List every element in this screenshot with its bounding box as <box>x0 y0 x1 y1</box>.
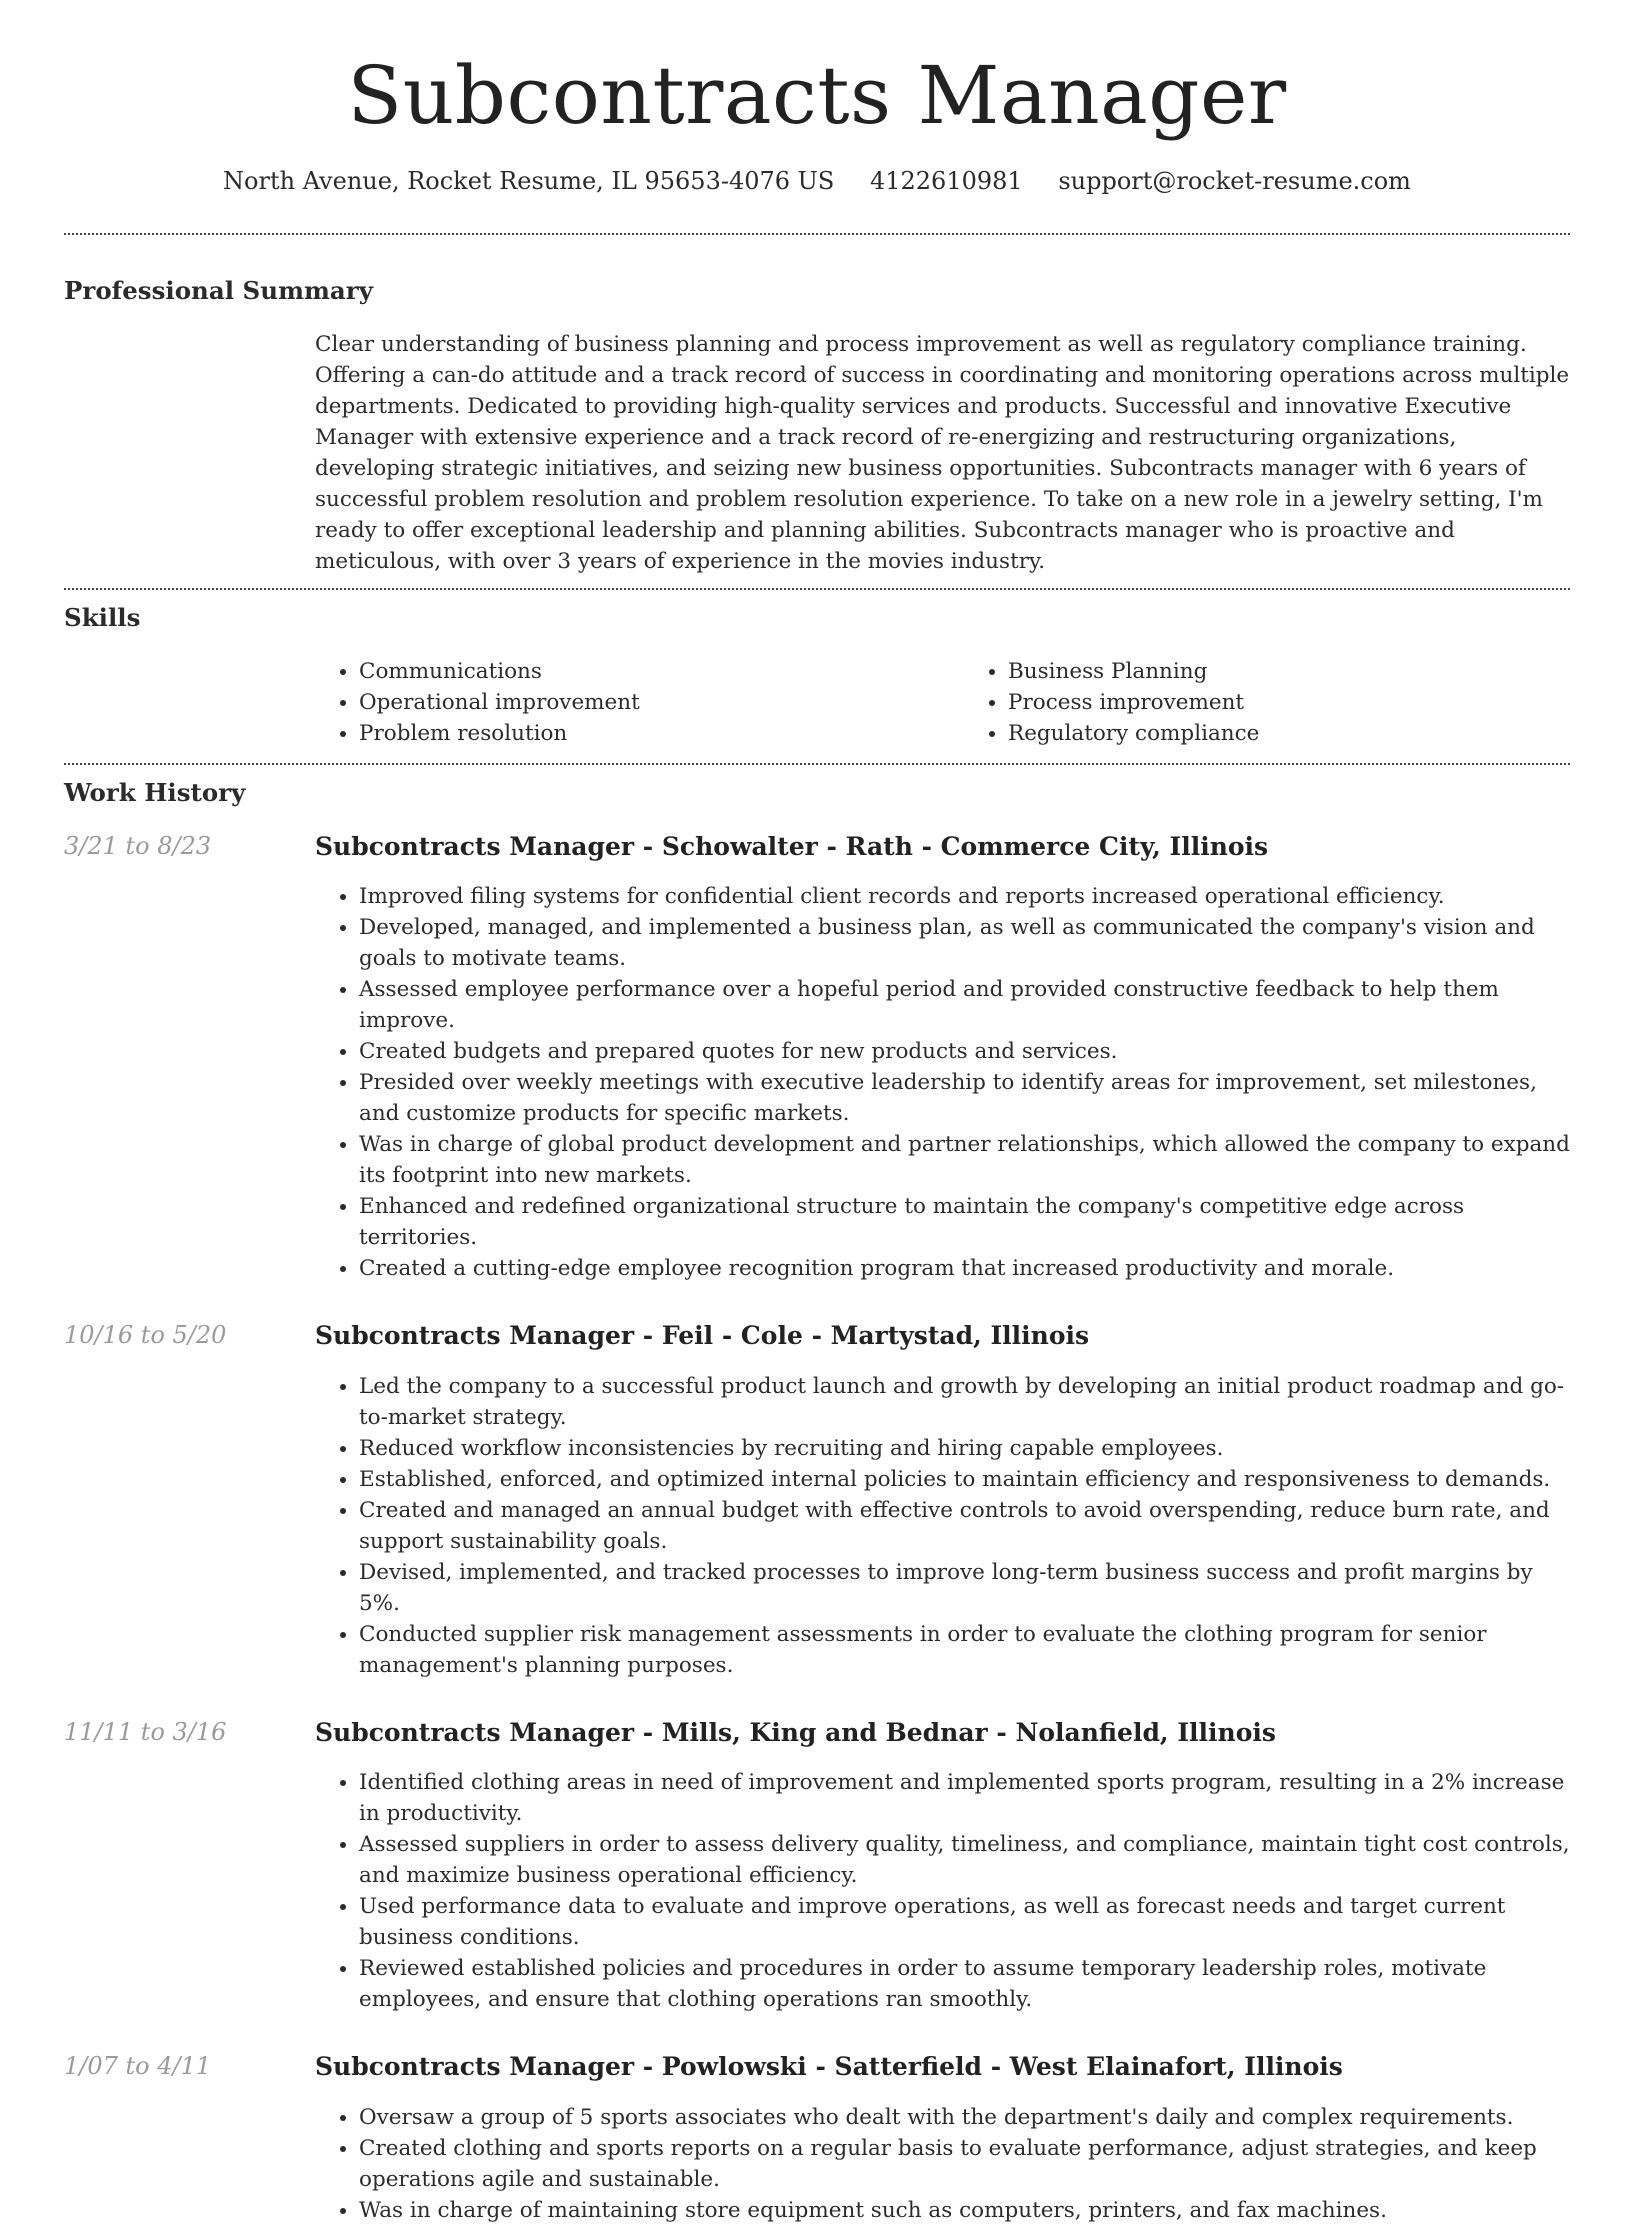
skills-section <box>315 656 1570 749</box>
job-title: Subcontracts Manager - Mills, King and Bednar - Nolanfield, Illinois <box>315 1717 1276 1747</box>
list-item: • Assessed suppliers in order to assess delivery quality, timeliness, and compliance, maintain tight cost controls, and maximize business operational efficiency. <box>359 1829 1570 1891</box>
list-item: • Led the company to a successful product launch and growth by developing an initial product roadmap and go-to-market strategy. <box>359 1371 1570 1433</box>
skills-list-left <box>315 656 921 749</box>
job-dates: 10/16 to 5/20 <box>64 1321 227 1350</box>
skill-item: • Communications <box>359 656 921 687</box>
list-item: • Created and managed an annual budget with effective controls to avoid overspending, reduce burn rate, and support sustainability goals. <box>359 1495 1570 1557</box>
summary-section <box>315 329 1570 577</box>
contact-phone: 4122610981 <box>869 167 1023 195</box>
list-item: • Oversaw a group of 5 sports associates who dealt with the department's daily and complex requirements. <box>359 2102 1570 2133</box>
list-item: • Created a cutting-edge employee recognition program that increased productivity and morale. <box>359 1253 1570 1284</box>
job-bullets <box>315 1767 1570 2015</box>
job-bullets <box>315 2102 1570 2226</box>
list-item: • Created clothing and sports reports on a regular basis to evaluate performance, adjust strategies, and keep operations agile and sustainable. <box>359 2133 1570 2195</box>
list-item: • Assessed employee performance over a hopeful period and provided constructive feedback to help them improve. <box>359 974 1570 1036</box>
job-bullets <box>315 1371 1570 1681</box>
list-item: • Conducted supplier risk management assessments in order to evaluate the clothing program for senior management's planning purposes. <box>359 1619 1570 1681</box>
list-item: • Reduced workflow inconsistencies by recruiting and hiring capable employees. <box>359 1433 1570 1464</box>
list-item: • Reviewed established policies and procedures in order to assume temporary leadership roles, motivate employees, and ensure that clothing operations ran smoothly. <box>359 1953 1570 2015</box>
job-dates: 11/11 to 3/16 <box>64 1717 227 1746</box>
resume-page <box>64 0 1570 2226</box>
job-bullets <box>315 881 1570 1284</box>
job-entry <box>64 1320 1570 1681</box>
contact-email: support@rocket-resume.com <box>1058 167 1411 195</box>
skill-item: • Problem resolution <box>359 718 921 749</box>
list-item: • Was in charge of maintaining store equipment such as computers, printers, and fax machines. <box>359 2195 1570 2226</box>
job-dates: 3/21 to 8/23 <box>64 831 212 860</box>
list-item: • Enhanced and redefined organizational structure to maintain the company's competitive edge across territories. <box>359 1191 1570 1253</box>
skill-item: • Business Planning <box>1008 656 1570 687</box>
skill-item: • Regulatory compliance <box>1008 718 1570 749</box>
job-title: Subcontracts Manager - Schowalter - Rath - Commerce City, Illinois <box>315 831 1269 861</box>
list-item: • Was in charge of global product development and partner relationships, which allowed the company to expand its footprint into new markets. <box>359 1129 1570 1191</box>
divider <box>64 763 1570 765</box>
list-item: • Established, enforced, and optimized internal policies to maintain efficiency and responsiveness to demands. <box>359 1464 1570 1495</box>
list-item: • Identified clothing areas in need of improvement and implemented sports program, resulting in a 2% increase in productivity. <box>359 1767 1570 1829</box>
summary-heading: Professional Summary <box>64 276 373 306</box>
job-entry <box>64 1717 1570 2016</box>
skills-heading: Skills <box>64 603 141 633</box>
list-item: • Used performance data to evaluate and improve operations, as well as forecast needs and target current business conditions. <box>359 1891 1570 1953</box>
list-item: • Devised, implemented, and tracked processes to improve long-term business success and profit margins by 5%. <box>359 1557 1570 1619</box>
work-heading: Work History <box>64 777 246 807</box>
skills-list-right <box>964 656 1570 749</box>
candidate-name: Subcontracts Manager <box>347 49 1287 142</box>
job-entry <box>64 831 1570 1285</box>
skill-item: • Process improvement <box>1008 687 1570 718</box>
divider <box>64 233 1570 235</box>
contact-address: North Avenue, Rocket Resume, IL 95653-4076 US <box>223 167 835 195</box>
contact-line <box>64 166 1570 197</box>
list-item: • Developed, managed, and implemented a business plan, as well as communicated the company's vision and goals to motivate teams. <box>359 912 1570 974</box>
summary-text: Clear understanding of business planning and process improvement as well as regulatory compliance training. Offering a can-do attitude and a track record of success in coordinating and monitoring operations across multiple departments. Dedicated to providing high-quality services and products. Successful and innovative Executive Manager with extensive experience and a track record of re-energizing and restructuring organizations, developing strategic initiatives, and seizing new business opportunities. Subcontracts manager with 6 years of successful problem resolution and problem resolution experience. To take on a new role in a jewelry setting, I'm ready to offer exceptional leadership and planning abilities. Subcontracts manager who is proactive and meticulous, with over 3 years of experience in the movies industry. <box>315 332 1570 575</box>
divider <box>64 588 1570 590</box>
job-title: Subcontracts Manager - Powlowski - Satterfield - West Elainafort, Illinois <box>315 2052 1343 2082</box>
list-item: • Created budgets and prepared quotes for new products and services. <box>359 1036 1570 1067</box>
list-item: • Presided over weekly meetings with executive leadership to identify areas for improvement, set milestones, and customize products for specific markets. <box>359 1067 1570 1129</box>
skill-item: • Operational improvement <box>359 687 921 718</box>
job-dates: 1/07 to 4/11 <box>64 2052 212 2081</box>
job-title: Subcontracts Manager - Feil - Cole - Martystad, Illinois <box>315 1321 1090 1351</box>
list-item: • Improved filing systems for confidential client records and reports increased operational efficiency. <box>359 881 1570 912</box>
job-entry <box>64 2051 1570 2226</box>
